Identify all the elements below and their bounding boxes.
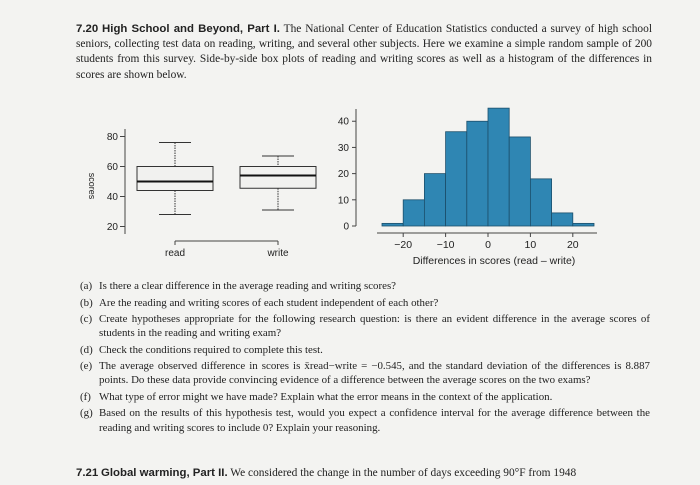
- problem-statement: [76, 22, 652, 83]
- boxplot-y-tick-label: 60: [106, 162, 118, 173]
- histogram-bar: [530, 179, 551, 226]
- histogram-bar: [403, 200, 424, 226]
- histogram-x-tick-label: −10: [436, 239, 455, 251]
- boxplot-x-tick-label: write: [267, 248, 289, 259]
- question-label: (d): [80, 343, 93, 356]
- histogram-x-tick-label: 20: [566, 239, 579, 251]
- question-label: (e): [80, 360, 93, 373]
- question-label: (a): [80, 280, 93, 292]
- histogram-y-tick-label: 0: [343, 221, 349, 233]
- question-f: [80, 390, 650, 404]
- boxplot-y-tick-label: 40: [106, 192, 118, 203]
- histogram-bar: [552, 213, 573, 226]
- histogram-bar: [382, 223, 403, 226]
- question-text: What type of error might we have made? Explain what the error means in the context of the application.: [99, 390, 553, 403]
- box-iqr: [137, 167, 213, 191]
- boxplot-y-tick-label: 80: [106, 132, 118, 143]
- question-g: [80, 406, 650, 434]
- histogram-y-tick-label: 40: [337, 116, 349, 128]
- histogram-bar: [467, 121, 488, 226]
- box-iqr: [240, 167, 316, 189]
- histogram-x-tick-label: 10: [524, 239, 537, 251]
- question-a: [80, 279, 650, 293]
- histogram: [338, 108, 597, 267]
- boxplot-x-tick-label: read: [164, 248, 186, 259]
- histogram-x-axis-label: Differences in scores (read – write): [412, 255, 576, 267]
- histogram-bar: [446, 132, 467, 226]
- question-list: [80, 279, 650, 437]
- boxplot: [87, 129, 316, 259]
- question-text: Is there a clear difference in the average reading and writing scores?: [99, 280, 397, 292]
- box-write: [240, 156, 316, 210]
- question-label: (f): [80, 390, 91, 403]
- question-e: [80, 359, 650, 387]
- histogram-y-tick-label: 30: [337, 142, 349, 154]
- question-text: Check the conditions required to complete this test.: [99, 343, 323, 356]
- question-text: Are the reading and writing scores of each student independent of each other?: [99, 296, 439, 309]
- histogram-x-tick-label: 0: [485, 239, 491, 251]
- question-text: The average observed difference in scores is x̄read−write = −0.545, and the standard deviation of the differences is 8.887 points. Do these data provide convincing evidence of a difference between the average scores on the two exams?: [99, 360, 650, 387]
- histogram-y-tick-label: 10: [337, 195, 349, 207]
- question-d: [80, 343, 650, 357]
- histogram-bar: [488, 108, 509, 226]
- histogram-bar: [424, 174, 445, 226]
- question-c: [80, 312, 650, 340]
- histogram-bar: [509, 137, 530, 226]
- next-problem: [76, 467, 676, 479]
- question-label: (c): [80, 313, 93, 325]
- figure: [72, 102, 642, 272]
- next-problem-title: Global warming, Part II.: [101, 467, 228, 479]
- problem-title: High School and Beyond, Part I.: [102, 23, 280, 35]
- question-label: (b): [80, 296, 93, 309]
- histogram-x-tick-label: −20: [394, 239, 413, 251]
- question-label: (g): [80, 407, 93, 420]
- histogram-y-tick-label: 20: [337, 169, 349, 181]
- question-b: [80, 296, 650, 310]
- boxplot-y-tick-label: 20: [106, 222, 118, 233]
- question-text: Based on the results of this hypothesis test, would you expect a confidence interval for the average difference between the reading and writing scores to include 0? Explain your reasoning.: [99, 407, 650, 434]
- next-problem-text: We considered the change in the number of days exceeding 90°F from 1948: [230, 467, 577, 479]
- problem-intro: The National Center of Education Statistics conducted a survey of high school seniors, collecting test data on reading, writing, and several other subjects. Here we examine a simple random sample of 200 students from this survey. Side-by-side box plots of reading and writing scores as well as a histogram of the differences in scores are shown below.: [76, 23, 652, 81]
- histogram-bar: [573, 223, 594, 226]
- problem-number: 7.20: [76, 23, 99, 35]
- next-problem-number: 7.21: [76, 467, 99, 479]
- question-text: Create hypotheses appropriate for the following research question: is there an evident difference in the average scores of students in the reading and writing exam?: [99, 313, 650, 340]
- box-read: [137, 143, 213, 215]
- boxplot-y-axis-label: scores: [87, 172, 97, 200]
